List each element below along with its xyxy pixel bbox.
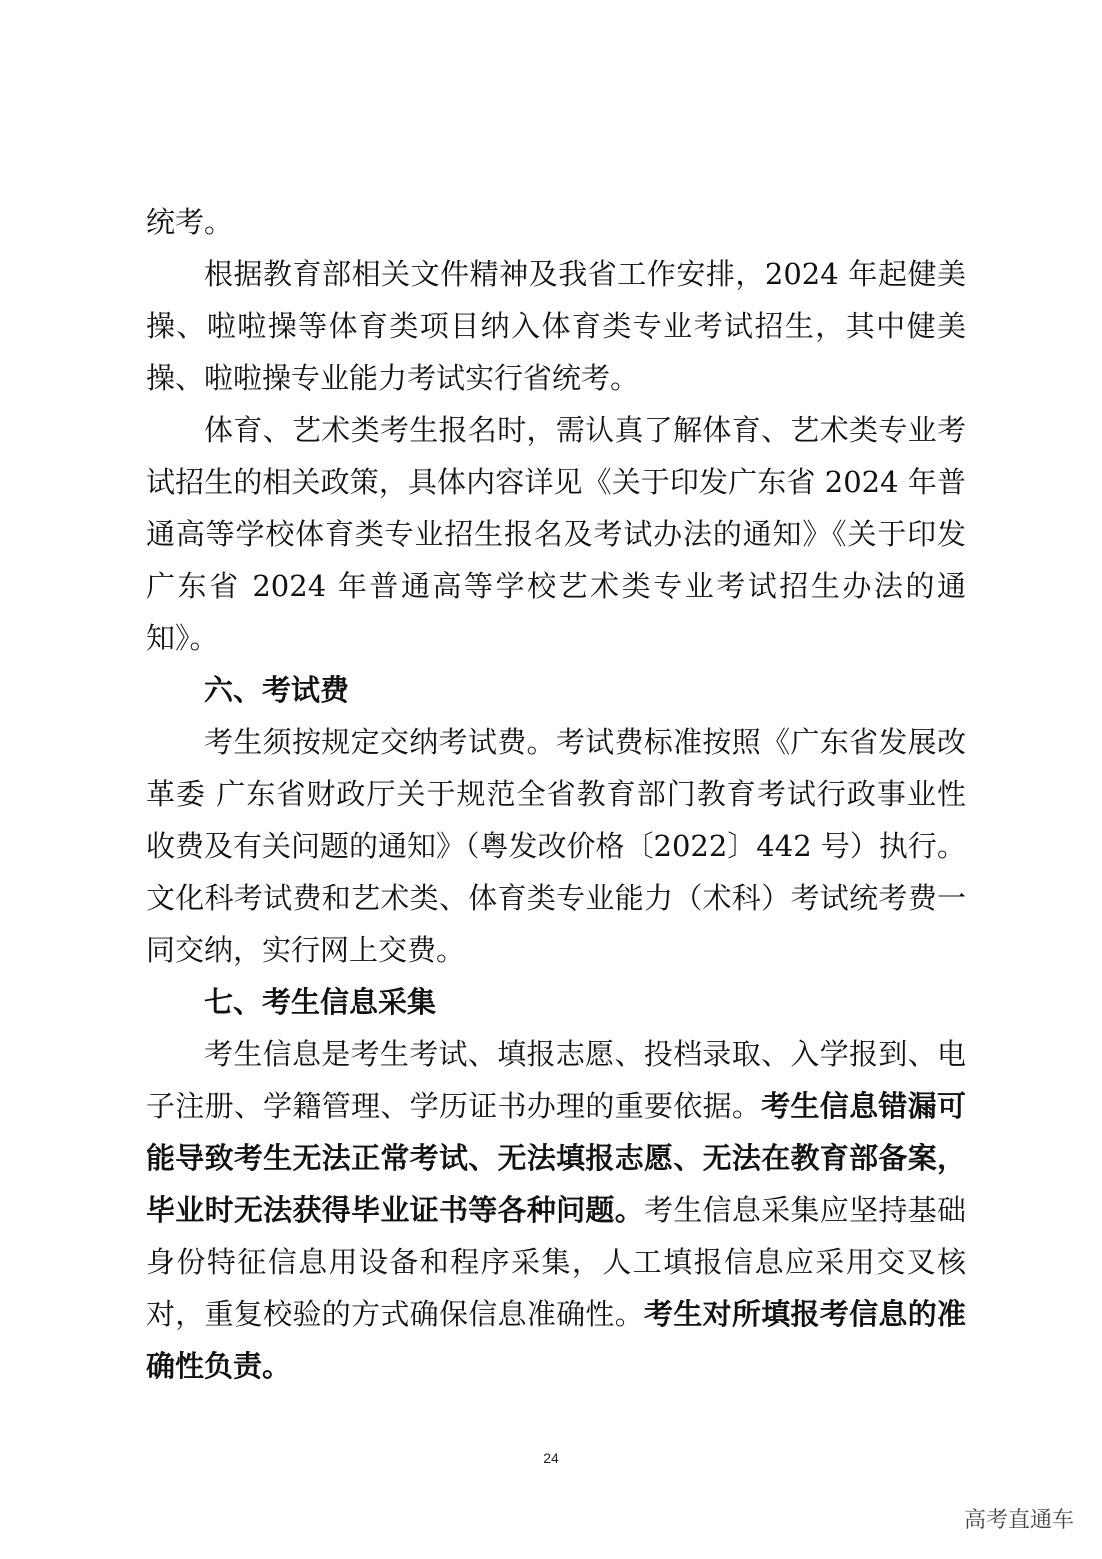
paragraph-exam-fee: 考生须按规定交纳考试费。考试费标准按照《广东省发展改革委 广东省财政厅关于规范全省教育部门教育考试行政事业性收费及有关问题的通知》（粤发改价格〔2022〕442 号）执行。	[146, 725, 966, 863]
text-segment: 考生信息是考生考试、填报志愿、投档录取、入学报到、电子注册、学籍管理、学历证书办理的重要依据。	[146, 1037, 966, 1123]
bold-warning: 考生信息错漏可能导致考生无法正常考试、无法填报志愿、无法在教育部备案，毕业时无法获得毕业证书等各种问题。	[146, 1089, 966, 1227]
paragraph-registration-policy: 体育、艺术类考生报名时，需认真了解体育、艺术类专业考试招生的相关政策，具体内容详见《关于印发广东省 2024 年普通高等学校体育类专业招生报名及考试办法的通知》《关于印发广东省 2024 年普通高等学校艺术类专业考试招生办法的通知》。	[146, 413, 966, 655]
section-heading-exam-fee: 六、考试费	[204, 673, 350, 707]
paragraph-continuation: 统考。	[146, 205, 234, 239]
page-number: 24	[543, 1450, 559, 1466]
paragraph-info-collection	[146, 1028, 966, 1392]
paragraph-aerobics-policy: 根据教育部相关文件精神及我省工作安排，2024 年起健美操、啦啦操等体育类项目纳入体育类专业考试招生，其中健美操、啦啦操专业能力考试实行省统考。	[146, 257, 966, 395]
watermark: 高考直通车	[963, 1508, 1074, 1533]
section-heading-info-collection: 七、考生信息采集	[204, 985, 437, 1019]
paragraph-fee-payment: 文化科考试费和艺术类、体育类专业能力（术科）考试统考费一同交纳，实行网上交费。	[146, 881, 966, 967]
text-segment: 考生信息采集应坚持基础身份特征信息用设备和程序采集，人工填报信息应采用交叉核对，重复校验的方式确保信息准确性。	[146, 1193, 966, 1331]
document-body	[146, 196, 966, 1392]
bold-responsibility: 考生对所填报考信息的准确性负责。	[146, 1297, 966, 1383]
